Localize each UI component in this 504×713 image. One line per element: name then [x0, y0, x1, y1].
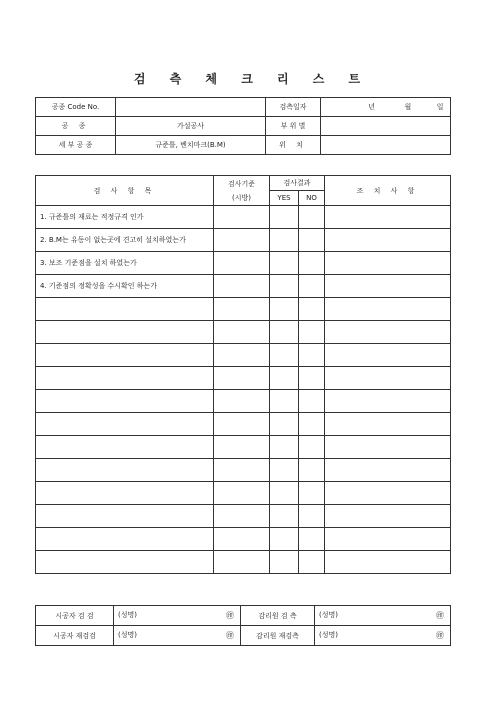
supervisor-inspect-sign-field[interactable]	[315, 606, 451, 626]
check-item	[36, 413, 214, 436]
no-cell[interactable]	[299, 505, 325, 528]
standard-cell[interactable]	[214, 459, 270, 482]
action-cell[interactable]	[325, 298, 451, 321]
action-cell[interactable]	[325, 229, 451, 252]
standard-cell[interactable]	[214, 505, 270, 528]
standard-cell[interactable]	[214, 321, 270, 344]
yes-cell[interactable]	[270, 321, 299, 344]
code-label: 공종 Code No.	[36, 98, 116, 117]
no-cell[interactable]	[299, 252, 325, 275]
detail-label: 세 부 공 종	[36, 136, 116, 155]
action-cell[interactable]	[325, 367, 451, 390]
table-row	[36, 298, 451, 321]
no-cell[interactable]	[299, 298, 325, 321]
yes-cell[interactable]	[270, 229, 299, 252]
table-row	[36, 459, 451, 482]
standard-cell[interactable]	[214, 551, 270, 574]
action-cell[interactable]	[325, 252, 451, 275]
table-row	[36, 344, 451, 367]
standard-cell[interactable]	[214, 344, 270, 367]
standard-cell[interactable]	[214, 206, 270, 229]
yes-cell[interactable]	[270, 390, 299, 413]
yes-cell[interactable]	[270, 551, 299, 574]
yes-cell[interactable]	[270, 367, 299, 390]
standard-cell[interactable]	[214, 482, 270, 505]
action-cell[interactable]	[325, 413, 451, 436]
location-value-field[interactable]	[321, 136, 451, 155]
sign-placeholder: (성명)	[319, 611, 338, 619]
col-action-header: 조 치 사 항	[325, 176, 451, 206]
date-year: 년	[368, 103, 375, 111]
supervisor-inspect-label: 감리원 검 측	[241, 606, 315, 626]
checklist-table	[35, 175, 451, 574]
table-row	[36, 275, 451, 298]
no-cell[interactable]	[299, 390, 325, 413]
part-label: 부 위 별	[266, 117, 321, 136]
seal-icon: ㊞	[436, 611, 444, 620]
action-cell[interactable]	[325, 344, 451, 367]
header-table	[35, 97, 451, 155]
table-row	[36, 206, 451, 229]
no-cell[interactable]	[299, 459, 325, 482]
no-cell[interactable]	[299, 321, 325, 344]
standard-cell[interactable]	[214, 252, 270, 275]
col-standard-header	[214, 176, 270, 206]
yes-cell[interactable]	[270, 413, 299, 436]
date-label: 검측일자	[266, 98, 321, 117]
standard-cell[interactable]	[214, 229, 270, 252]
yes-cell[interactable]	[270, 436, 299, 459]
standard-cell[interactable]	[214, 367, 270, 390]
action-cell[interactable]	[325, 206, 451, 229]
no-cell[interactable]	[299, 482, 325, 505]
yes-cell[interactable]	[270, 482, 299, 505]
check-item: 1. 규준틀의 재료는 적정규격 인가	[36, 206, 214, 229]
code-value-field[interactable]	[116, 98, 266, 117]
no-cell[interactable]	[299, 413, 325, 436]
location-label: 위 치	[266, 136, 321, 155]
table-row	[36, 436, 451, 459]
check-item	[36, 528, 214, 551]
table-row	[36, 505, 451, 528]
work-type-label: 공 종	[36, 117, 116, 136]
check-item	[36, 459, 214, 482]
table-row	[36, 528, 451, 551]
check-item	[36, 551, 214, 574]
table-row	[36, 482, 451, 505]
table-row	[36, 551, 451, 574]
yes-cell[interactable]	[270, 206, 299, 229]
no-cell[interactable]	[299, 528, 325, 551]
yes-cell[interactable]	[270, 528, 299, 551]
action-cell[interactable]	[325, 505, 451, 528]
no-cell[interactable]	[299, 436, 325, 459]
no-cell[interactable]	[299, 275, 325, 298]
check-item: 2. B.M는 유동이 없는곳에 견고히 설치하였는가	[36, 229, 214, 252]
check-item: 3. 보조 기준점을 설치 하였는가	[36, 252, 214, 275]
standard-cell[interactable]	[214, 298, 270, 321]
col-standard-sub: (시방)	[232, 193, 251, 202]
checklist-body	[36, 206, 451, 574]
no-cell[interactable]	[299, 551, 325, 574]
check-item	[36, 505, 214, 528]
yes-cell[interactable]	[270, 275, 299, 298]
check-item	[36, 367, 214, 390]
action-cell[interactable]	[325, 390, 451, 413]
standard-cell[interactable]	[214, 528, 270, 551]
col-yes-header: YES	[270, 191, 299, 206]
check-item	[36, 436, 214, 459]
standard-cell[interactable]	[214, 390, 270, 413]
check-item	[36, 482, 214, 505]
check-item	[36, 298, 214, 321]
table-row	[36, 390, 451, 413]
table-row	[36, 229, 451, 252]
action-cell[interactable]	[325, 321, 451, 344]
sign-placeholder: (성명)	[118, 631, 137, 639]
supervisor-reinspect-sign-field[interactable]	[315, 626, 451, 646]
seal-icon: ㊞	[226, 631, 234, 640]
check-item	[36, 344, 214, 367]
table-row	[36, 252, 451, 275]
seal-icon: ㊞	[436, 631, 444, 640]
standard-cell[interactable]	[214, 436, 270, 459]
contractor-inspect-label: 시공자 검 검	[36, 606, 114, 626]
col-result-header: 검사결과	[270, 176, 325, 191]
no-cell[interactable]	[299, 367, 325, 390]
no-cell[interactable]	[299, 206, 325, 229]
contractor-inspect-sign-field[interactable]	[114, 606, 241, 626]
yes-cell[interactable]	[270, 459, 299, 482]
page-title: 검 측 체 크 리 스 트	[133, 72, 371, 86]
signature-table	[35, 605, 451, 646]
standard-cell[interactable]	[214, 275, 270, 298]
contractor-reinspect-label: 시공자 재검검	[36, 626, 114, 646]
col-standard-label: 검사기준	[227, 179, 256, 188]
yes-cell[interactable]	[270, 252, 299, 275]
action-cell[interactable]	[325, 275, 451, 298]
col-item-header: 검 사 항 목	[36, 176, 214, 206]
standard-cell[interactable]	[214, 413, 270, 436]
action-cell[interactable]	[325, 528, 451, 551]
col-no-header: NO	[299, 191, 325, 206]
action-cell[interactable]	[325, 459, 451, 482]
yes-cell[interactable]	[270, 298, 299, 321]
part-value-field[interactable]	[321, 117, 451, 136]
date-day: 일	[436, 103, 444, 111]
sign-placeholder: (성명)	[118, 611, 137, 619]
action-cell[interactable]	[325, 436, 451, 459]
date-value-field[interactable]	[321, 98, 451, 117]
table-row	[36, 367, 451, 390]
check-item: 4. 기준점의 정확성을 수시확인 하는가	[36, 275, 214, 298]
no-cell[interactable]	[299, 344, 325, 367]
supervisor-reinspect-label: 감리원 재검측	[241, 626, 315, 646]
seal-icon: ㊞	[226, 611, 234, 620]
table-row	[36, 321, 451, 344]
date-month: 월	[404, 103, 412, 111]
check-item	[36, 390, 214, 413]
contractor-reinspect-sign-field[interactable]	[114, 626, 241, 646]
action-cell[interactable]	[325, 482, 451, 505]
detail-value: 규준틀, 벤치마크(B.M)	[116, 136, 266, 155]
yes-cell[interactable]	[270, 344, 299, 367]
table-row	[36, 413, 451, 436]
sign-placeholder: (성명)	[319, 631, 338, 639]
work-type-value: 가설공사	[116, 117, 266, 136]
check-item	[36, 321, 214, 344]
action-cell[interactable]	[325, 551, 451, 574]
yes-cell[interactable]	[270, 505, 299, 528]
no-cell[interactable]	[299, 229, 325, 252]
